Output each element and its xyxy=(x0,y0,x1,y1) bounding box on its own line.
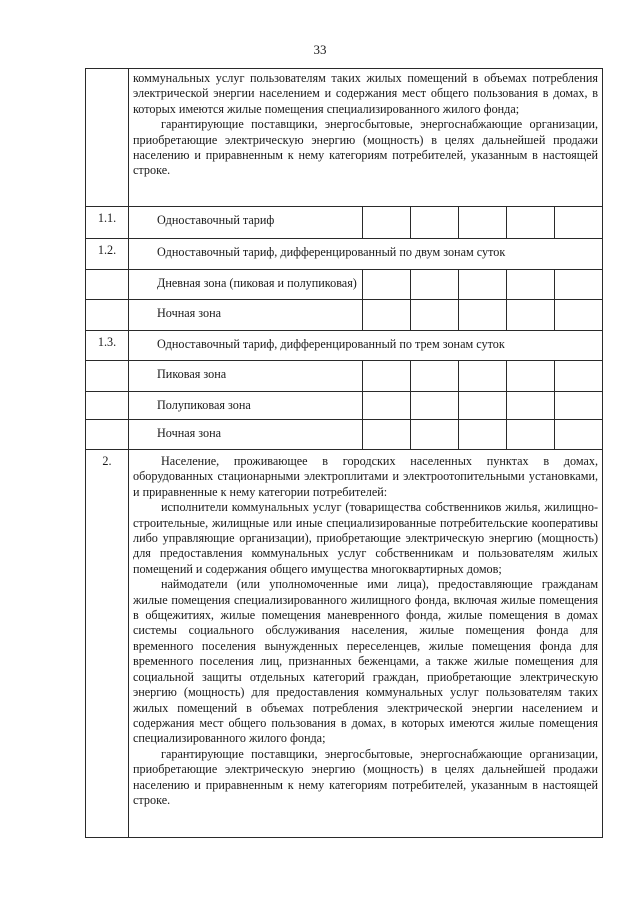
row-number-cell xyxy=(86,69,129,207)
value-cell xyxy=(411,361,459,392)
value-cell xyxy=(363,361,411,392)
paragraph: Население, проживающее в городских населенных пунктах в домах, оборудованных стационарными электроплитами и электроотопительными установками, и приравненные к нему категории потребителей: xyxy=(133,454,599,499)
table-row-continuation xyxy=(86,69,603,207)
value-cell xyxy=(459,270,507,300)
value-cell xyxy=(363,420,411,450)
table-row-1-3-zone-night xyxy=(86,420,603,450)
zone-label: Ночная зона xyxy=(129,300,363,331)
zone-label: Ночная зона xyxy=(129,420,363,450)
value-cell xyxy=(555,207,603,239)
value-cell xyxy=(555,270,603,300)
row-number: 2. xyxy=(86,450,129,838)
value-cell xyxy=(459,420,507,450)
value-cell xyxy=(507,300,555,331)
value-cell xyxy=(507,207,555,239)
row-label: Одноставочный тариф xyxy=(129,207,363,239)
paragraph: наймодатели (или уполномоченные ими лица), предоставляющие гражданам жилые помещения специализированного жилищного фонда, включая жилые помещения в общежитиях, жилые помещения маневренного фонда, жилые помещения в домах системы социального обслуживания населения, жилые помещения фонда для временного поселения вынужденных переселенцев, жилые помещения фонда для временного поселения лиц, признанных беженцами, а также жилые помещения для социальной защиты отдельных категорий граждан, приобретающие электрическую энергию (мощность) для предоставления коммунальных услуг пользователям таких жилых помещений в объемах потребления электрической энергии населением и содержания мест общего пользования в домах, в которых имеются жилые помещения специализированного жилого фонда; xyxy=(133,577,599,746)
value-cell xyxy=(363,300,411,331)
zone-label: Полупиковая зона xyxy=(129,392,363,420)
row-description-cell xyxy=(129,450,603,838)
zone-label: Пиковая зона xyxy=(129,361,363,392)
row-number: 1.1. xyxy=(86,207,129,239)
paragraph: гарантирующие поставщики, энергосбытовые, энергоснабжающие организации, приобретающие электрическую энергию (мощность) в целях дальнейшей продажи населению и приравненным к нему категориям потребителей, указанным в настоящей строке. xyxy=(133,746,599,807)
table-row-1-2-zone-night xyxy=(86,300,603,331)
value-cell xyxy=(363,207,411,239)
value-cell xyxy=(507,361,555,392)
row-number-cell xyxy=(86,420,129,450)
table-row-2 xyxy=(86,450,603,838)
paragraph: коммунальных услуг пользователям таких жилых помещений в объемах потребления электрической энергии населением и содержания мест общего пользования в домах, в которых имеются жилые помещения специализированного жилого фонда; xyxy=(133,71,599,116)
table-row-1-2 xyxy=(86,239,603,270)
row-number-cell xyxy=(86,300,129,331)
value-cell xyxy=(555,392,603,420)
row-number: 1.3. xyxy=(86,331,129,361)
value-cell xyxy=(411,420,459,450)
value-cell xyxy=(507,392,555,420)
value-cell xyxy=(411,300,459,331)
row-description-cell xyxy=(129,69,603,207)
value-cell xyxy=(555,420,603,450)
value-cell xyxy=(507,270,555,300)
value-cell xyxy=(459,361,507,392)
table-row-1-3 xyxy=(86,331,603,361)
row-number-cell xyxy=(86,361,129,392)
paragraph: гарантирующие поставщики, энергосбытовые, энергоснабжающие организации, приобретающие электрическую энергию (мощность) в целях дальнейшей продажи населению и приравненным к нему категориям потребителей, указанным в настоящей строке. xyxy=(133,117,599,178)
row-label: Одноставочный тариф, дифференцированный по трем зонам суток xyxy=(129,331,603,361)
table-row-1-1 xyxy=(86,207,603,239)
paragraph: исполнители коммунальных услуг (товарищества собственников жилья, жилищно-строительные, жилищные или иные специализированные потребительские кооперативы либо управляющие организации), приобретающие электрическую энергию (мощность) для предоставления коммунальных услуг собственникам и пользователям жилых помещений и содержания общего имущества многоквартирных домов; xyxy=(133,500,599,576)
value-cell xyxy=(411,392,459,420)
zone-label: Дневная зона (пиковая и полупиковая) xyxy=(129,270,363,300)
row-number: 1.2. xyxy=(86,239,129,270)
value-cell xyxy=(555,300,603,331)
row-label: Одноставочный тариф, дифференцированный по двум зонам суток xyxy=(129,239,603,270)
value-cell xyxy=(459,392,507,420)
value-cell xyxy=(411,270,459,300)
value-cell xyxy=(555,361,603,392)
value-cell xyxy=(363,392,411,420)
value-cell xyxy=(507,420,555,450)
table-row-1-3-zone-semipeak xyxy=(86,392,603,420)
table-row-1-2-zone-day xyxy=(86,270,603,300)
value-cell xyxy=(459,300,507,331)
row-number-cell xyxy=(86,392,129,420)
page-number: 33 xyxy=(313,42,327,57)
table-row-1-3-zone-peak xyxy=(86,361,603,392)
row-number-cell xyxy=(86,270,129,300)
value-cell xyxy=(459,207,507,239)
value-cell xyxy=(411,207,459,239)
value-cell xyxy=(363,270,411,300)
tariff-table xyxy=(85,68,603,838)
